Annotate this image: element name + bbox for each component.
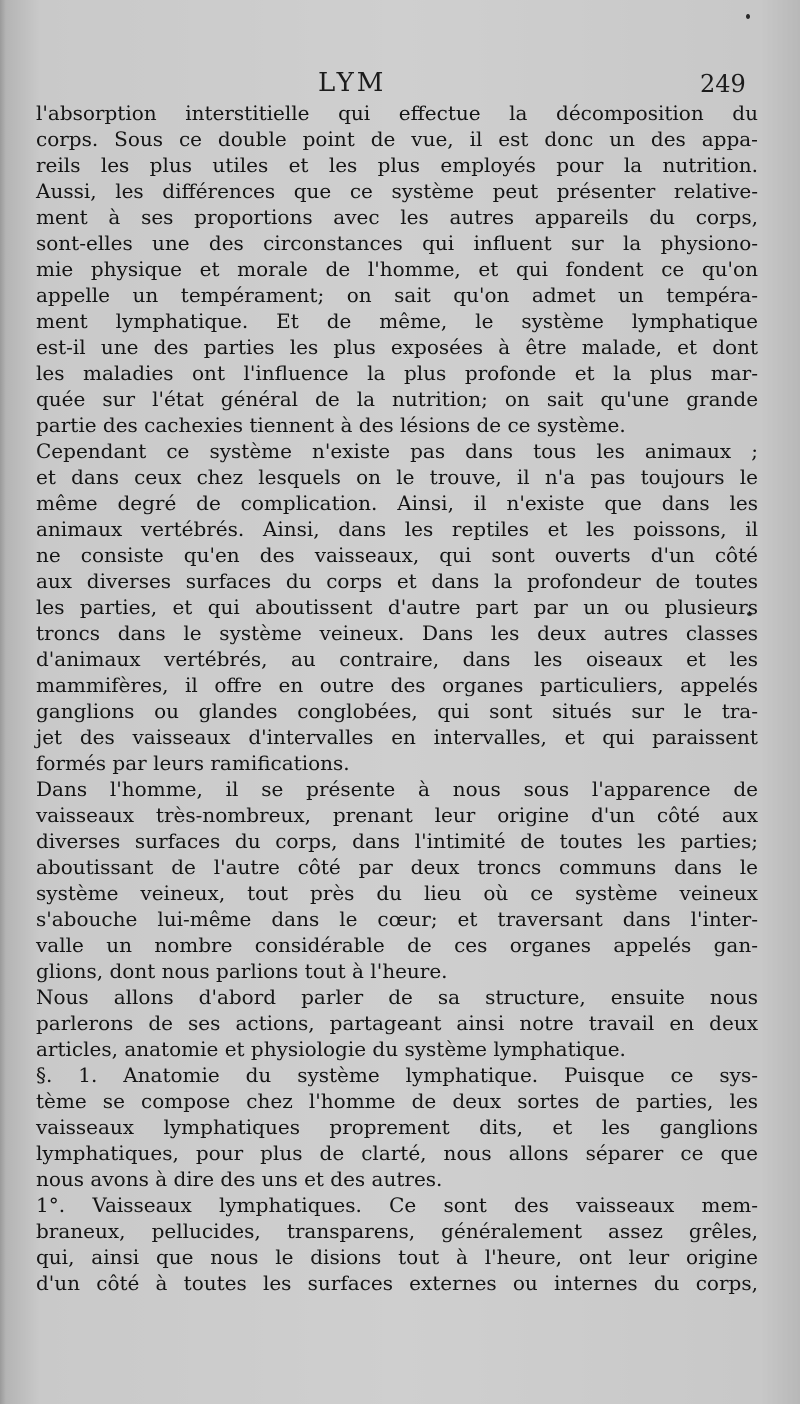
text-line: Aussi, les différences que ce système peut présenter relative- (36, 179, 758, 203)
text-line: sont-elles une des circonstances qui influent sur la physiono- (36, 231, 758, 255)
text-line: corps. Sous ce double point de vue, il est donc un des appa- (36, 127, 758, 151)
text-line: et dans ceux chez lesquels on le trouve, il n'a pas toujours le (36, 465, 758, 489)
text-line: qui, ainsi que nous le disions tout à l'heure, ont leur origine (36, 1245, 758, 1269)
ink-speck (746, 14, 750, 19)
text-line: vaisseaux lymphatiques proprement dits, et les ganglions (36, 1115, 758, 1139)
text-line: aux diverses surfaces du corps et dans la profondeur de toutes (36, 569, 759, 593)
text-line: diverses surfaces du corps, dans l'intimité de toutes les parties; (36, 829, 759, 853)
text-line: animaux vertébrés. Ainsi, dans les reptiles et les poissons, il (36, 517, 758, 541)
running-head: LYM (318, 68, 387, 98)
text-line: les parties, et qui aboutissent d'autre part par un ou plusieurs (36, 595, 758, 619)
text-line: jet des vaisseaux d'intervalles en intervalles, et qui paraissent (36, 725, 758, 749)
text-line: appelle un tempérament; on sait qu'on admet un tempéra- (36, 283, 759, 307)
page-header (0, 68, 800, 102)
text-line: quée sur l'état général de la nutrition; on sait qu'une grande (36, 387, 759, 411)
text-line: ne consiste qu'en des vaisseaux, qui sont ouverts d'un côté (36, 543, 758, 567)
text-line: valle un nombre considérable de ces organes appelés gan- (36, 933, 758, 957)
text-line: tème se compose chez l'homme de deux sortes de parties, les (36, 1089, 758, 1113)
text-line: 1°. Vaisseaux lymphatiques. Ce sont des vaisseaux mem- (36, 1193, 759, 1217)
text-line: reils les plus utiles et les plus employés pour la nutrition. (36, 153, 759, 177)
text-line: Nous allons d'abord parler de sa structure, ensuite nous (36, 985, 758, 1009)
text-line: mie physique et morale de l'homme, et qui fondent ce qu'on (36, 257, 758, 281)
text-line: lymphatiques, pour plus de clarté, nous allons séparer ce que (36, 1141, 758, 1165)
text-line: §. 1. Anatomie du système lymphatique. Puisque ce sys- (36, 1063, 758, 1087)
text-line: Cependant ce système n'existe pas dans tous les animaux ; (36, 439, 758, 463)
text-line: glions, dont nous parlions tout à l'heure. (36, 959, 448, 983)
text-line: les maladies ont l'influence la plus profonde et la plus mar- (36, 361, 758, 385)
text-line: troncs dans le système veineux. Dans les deux autres classes (36, 621, 759, 645)
text-line: d'animaux vertébrés, au contraire, dans les oiseaux et les (36, 647, 758, 671)
text-line: aboutissant de l'autre côté par deux troncs communs dans le (36, 855, 758, 879)
text-line: s'abouche lui-même dans le cœur; et traversant dans l'inter- (36, 907, 758, 931)
text-line: parlerons de ses actions, partageant ainsi notre travail en deux (36, 1011, 758, 1035)
text-line: ganglions ou glandes conglobées, qui sont situés sur le tra- (36, 699, 758, 723)
text-line: articles, anatomie et physiologie du système lymphatique. (36, 1037, 626, 1061)
text-line: même degré de complication. Ainsi, il n'existe que dans les (36, 491, 758, 515)
text-line: d'un côté à toutes les surfaces externes ou internes du corps, (36, 1271, 758, 1295)
text-line: mammifères, il offre en outre des organes particuliers, appelés (36, 673, 758, 697)
page-number: 249 (700, 70, 746, 98)
text-line: ment lymphatique. Et de même, le système lymphatique (36, 309, 758, 333)
text-line: système veineux, tout près du lieu où ce système veineux (36, 881, 758, 905)
text-line: est-il une des parties les plus exposées à être malade, et dont (36, 335, 758, 359)
text-line: vaisseaux très-nombreux, prenant leur origine d'un côté aux (36, 803, 758, 827)
text-line: ment à ses proportions avec les autres appareils du corps, (36, 205, 758, 229)
text-line: Dans l'homme, il se présente à nous sous l'apparence de (36, 777, 758, 801)
text-line: braneux, pellucides, transparens, généralement assez grêles, (36, 1219, 758, 1243)
text-line: nous avons à dire des uns et des autres. (36, 1167, 443, 1191)
text-line: partie des cachexies tiennent à des lésions de ce système. (36, 413, 626, 437)
text-line: l'absorption interstitielle qui effectue la décomposition du (36, 101, 758, 125)
text-line: formés par leurs ramifications. (36, 751, 350, 775)
